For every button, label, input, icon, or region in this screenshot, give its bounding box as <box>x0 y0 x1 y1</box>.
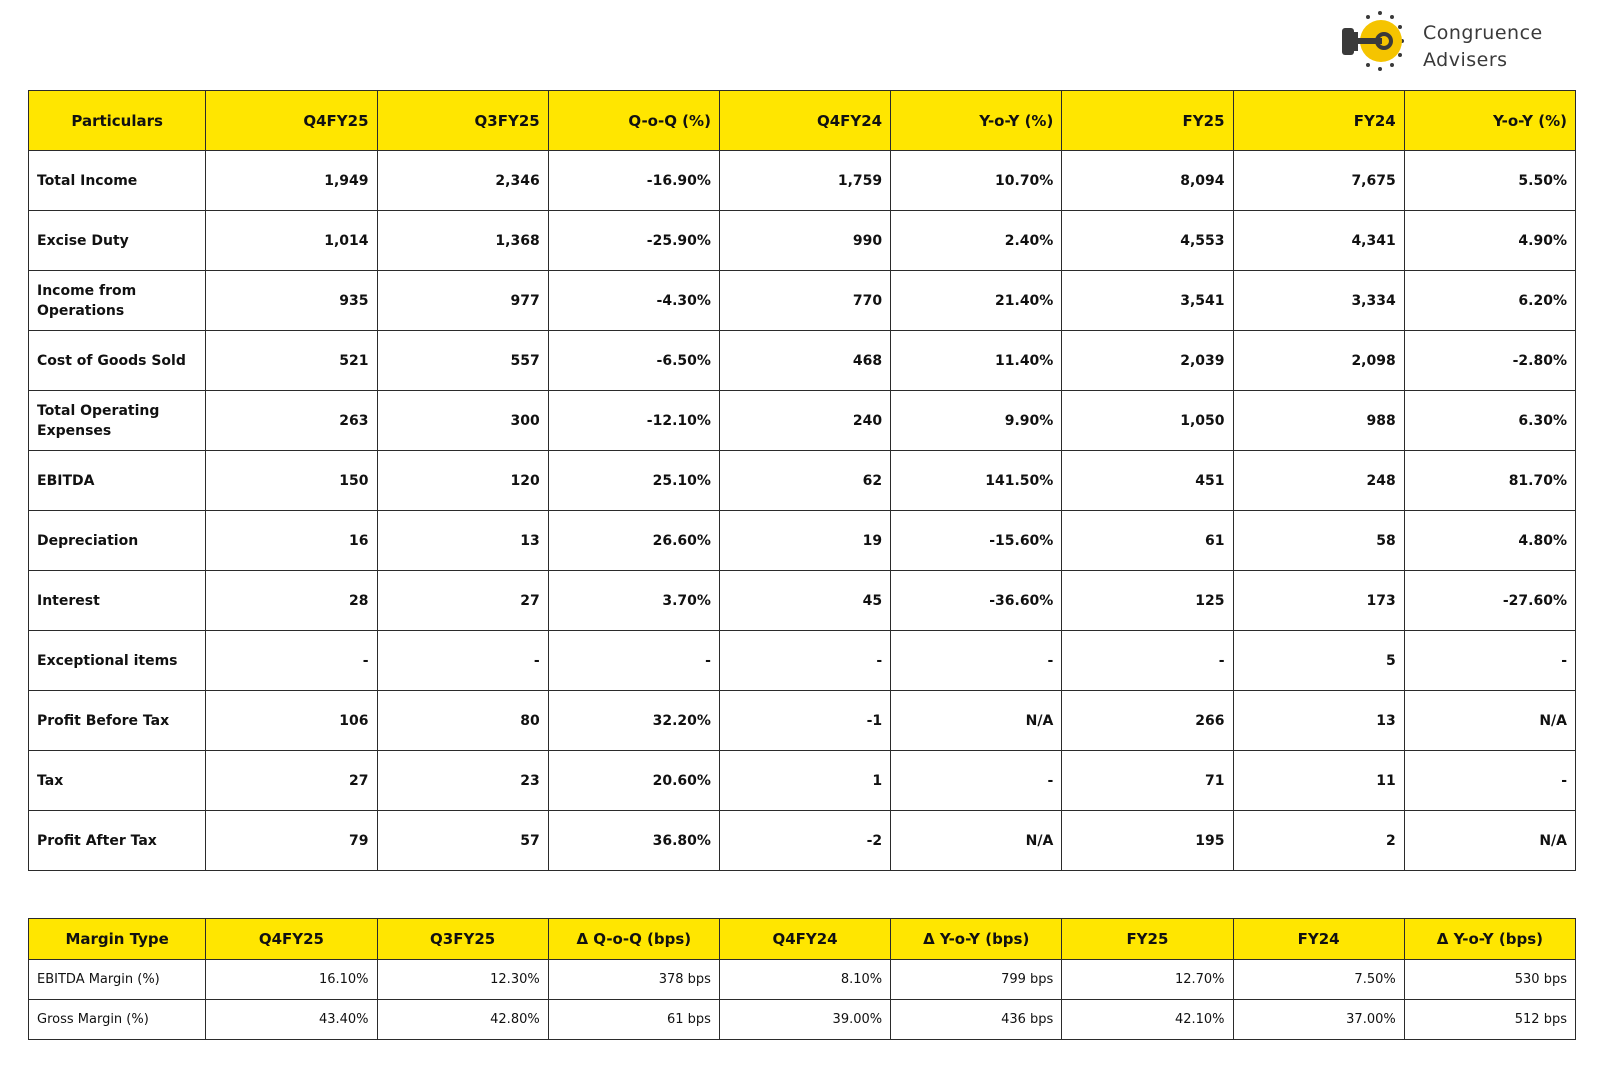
table-cell: 977 <box>377 271 548 331</box>
table-cell: 57 <box>377 811 548 871</box>
financial-results-table <box>28 90 1576 871</box>
row-label: Exceptional items <box>29 631 206 691</box>
table-cell: 37.00% <box>1233 1000 1404 1040</box>
header-cell: Q-o-Q (%) <box>548 91 719 151</box>
table-cell: 28 <box>206 571 377 631</box>
row-label: Total Income <box>29 151 206 211</box>
table-cell: 106 <box>206 691 377 751</box>
table-cell: N/A <box>891 811 1062 871</box>
table-cell: 45 <box>719 571 890 631</box>
table-row <box>29 451 1576 511</box>
table-row <box>29 1000 1576 1040</box>
table-row <box>29 511 1576 571</box>
table-cell: 248 <box>1233 451 1404 511</box>
table-cell: 36.80% <box>548 811 719 871</box>
table-cell: 1,759 <box>719 151 890 211</box>
table-cell: 557 <box>377 331 548 391</box>
table-cell: 21.40% <box>891 271 1062 331</box>
table-row <box>29 331 1576 391</box>
table-cell: -25.90% <box>548 211 719 271</box>
header-cell: FY25 <box>1062 919 1233 960</box>
table-cell: - <box>1062 631 1233 691</box>
table-cell: 12.70% <box>1062 960 1233 1000</box>
table-cell: 173 <box>1233 571 1404 631</box>
table-cell: 120 <box>377 451 548 511</box>
table-cell: 2,346 <box>377 151 548 211</box>
table-cell: 141.50% <box>891 451 1062 511</box>
table-cell: N/A <box>891 691 1062 751</box>
table-header-row <box>29 919 1576 960</box>
row-label: Income from Operations <box>29 271 206 331</box>
table-row <box>29 751 1576 811</box>
header-cell: Q4FY24 <box>719 919 890 960</box>
company-logo <box>1340 10 1580 76</box>
margin-table <box>28 918 1576 1040</box>
table-cell: N/A <box>1404 691 1575 751</box>
table-cell: 4.90% <box>1404 211 1575 271</box>
table-cell: - <box>377 631 548 691</box>
table-cell: 521 <box>206 331 377 391</box>
table-cell: 1,014 <box>206 211 377 271</box>
row-label: Interest <box>29 571 206 631</box>
table-cell: 2 <box>1233 811 1404 871</box>
header-cell: Particulars <box>29 91 206 151</box>
table-cell: 935 <box>206 271 377 331</box>
row-label: Gross Margin (%) <box>29 1000 206 1040</box>
table-cell: 1,050 <box>1062 391 1233 451</box>
table-cell: - <box>891 631 1062 691</box>
table-cell: -1 <box>719 691 890 751</box>
table-cell: 2.40% <box>891 211 1062 271</box>
row-label: Total Operating Expenses <box>29 391 206 451</box>
table-cell: 8.10% <box>719 960 890 1000</box>
table-cell: 42.80% <box>377 1000 548 1040</box>
table-header-row <box>29 91 1576 151</box>
table-row <box>29 811 1576 871</box>
header-cell: Δ Y-o-Y (bps) <box>1404 919 1575 960</box>
table-cell: - <box>719 631 890 691</box>
table-cell: 23 <box>377 751 548 811</box>
table-cell: 79 <box>206 811 377 871</box>
table-cell: - <box>548 631 719 691</box>
table-cell: 81.70% <box>1404 451 1575 511</box>
table-cell: 9.90% <box>891 391 1062 451</box>
table-cell: - <box>1404 751 1575 811</box>
table-row <box>29 151 1576 211</box>
table-cell: 3.70% <box>548 571 719 631</box>
row-label: Profit After Tax <box>29 811 206 871</box>
table-cell: 512 bps <box>1404 1000 1575 1040</box>
table-cell: 19 <box>719 511 890 571</box>
logo-line-2: Advisers <box>1423 49 1508 71</box>
table-cell: 2,039 <box>1062 331 1233 391</box>
table-cell: 2,098 <box>1233 331 1404 391</box>
header-cell: Δ Q-o-Q (bps) <box>548 919 719 960</box>
table-cell: 988 <box>1233 391 1404 451</box>
table-cell: 42.10% <box>1062 1000 1233 1040</box>
table-cell: 530 bps <box>1404 960 1575 1000</box>
table-cell: 61 <box>1062 511 1233 571</box>
row-label: Cost of Goods Sold <box>29 331 206 391</box>
table-cell: 8,094 <box>1062 151 1233 211</box>
row-label: Excise Duty <box>29 211 206 271</box>
table-cell: -4.30% <box>548 271 719 331</box>
table-cell: 32.20% <box>548 691 719 751</box>
table-cell: -27.60% <box>1404 571 1575 631</box>
table-cell: 378 bps <box>548 960 719 1000</box>
table-row <box>29 691 1576 751</box>
row-label: Depreciation <box>29 511 206 571</box>
header-cell: FY24 <box>1233 919 1404 960</box>
table-cell: 150 <box>206 451 377 511</box>
table-cell: 71 <box>1062 751 1233 811</box>
table-cell: 4.80% <box>1404 511 1575 571</box>
table-cell: N/A <box>1404 811 1575 871</box>
table-cell: 3,334 <box>1233 271 1404 331</box>
header-cell: Q4FY24 <box>719 91 890 151</box>
table-cell: 770 <box>719 271 890 331</box>
table-cell: 62 <box>719 451 890 511</box>
row-label: EBITDA Margin (%) <box>29 960 206 1000</box>
table-row <box>29 960 1576 1000</box>
header-cell: Q3FY25 <box>377 919 548 960</box>
header-cell: Y-o-Y (%) <box>1404 91 1575 151</box>
table-cell: 4,341 <box>1233 211 1404 271</box>
table-cell: 1 <box>719 751 890 811</box>
table-cell: 263 <box>206 391 377 451</box>
key-sun-icon <box>1340 10 1420 76</box>
table-cell: 1,368 <box>377 211 548 271</box>
header-cell: Q3FY25 <box>377 91 548 151</box>
table-cell: -12.10% <box>548 391 719 451</box>
table-row <box>29 391 1576 451</box>
table-cell: 990 <box>719 211 890 271</box>
table-row <box>29 571 1576 631</box>
table-cell: 7.50% <box>1233 960 1404 1000</box>
table-cell: 799 bps <box>891 960 1062 1000</box>
header-cell: FY24 <box>1233 91 1404 151</box>
table-cell: 240 <box>719 391 890 451</box>
table-cell: 13 <box>1233 691 1404 751</box>
table-cell: 300 <box>377 391 548 451</box>
table-cell: 10.70% <box>891 151 1062 211</box>
table-cell: 43.40% <box>206 1000 377 1040</box>
row-label: Profit Before Tax <box>29 691 206 751</box>
table-cell: 125 <box>1062 571 1233 631</box>
table-cell: 27 <box>377 571 548 631</box>
table-cell: 266 <box>1062 691 1233 751</box>
header-cell: Q4FY25 <box>206 919 377 960</box>
table-cell: 39.00% <box>719 1000 890 1040</box>
table-cell: -2.80% <box>1404 331 1575 391</box>
table-cell: - <box>1404 631 1575 691</box>
table-cell: 436 bps <box>891 1000 1062 1040</box>
table-row <box>29 271 1576 331</box>
table-cell: 20.60% <box>548 751 719 811</box>
header-cell: FY25 <box>1062 91 1233 151</box>
table-cell: 5 <box>1233 631 1404 691</box>
header-cell: Margin Type <box>29 919 206 960</box>
table-cell: 80 <box>377 691 548 751</box>
table-cell: 5.50% <box>1404 151 1575 211</box>
table-cell: 468 <box>719 331 890 391</box>
table-cell: - <box>206 631 377 691</box>
table-cell: 26.60% <box>548 511 719 571</box>
table-cell: 6.20% <box>1404 271 1575 331</box>
table-cell: -6.50% <box>548 331 719 391</box>
header-cell: Δ Y-o-Y (bps) <box>891 919 1062 960</box>
table-cell: -16.90% <box>548 151 719 211</box>
table-cell: 61 bps <box>548 1000 719 1040</box>
table-cell: 13 <box>377 511 548 571</box>
table-cell: - <box>891 751 1062 811</box>
table-cell: 4,553 <box>1062 211 1233 271</box>
table-cell: -36.60% <box>891 571 1062 631</box>
table-cell: 7,675 <box>1233 151 1404 211</box>
table-cell: 195 <box>1062 811 1233 871</box>
row-label: Tax <box>29 751 206 811</box>
header-cell: Y-o-Y (%) <box>891 91 1062 151</box>
logo-line-1: Congruence <box>1423 22 1543 44</box>
table-cell: 58 <box>1233 511 1404 571</box>
header-cell: Q4FY25 <box>206 91 377 151</box>
table-cell: 451 <box>1062 451 1233 511</box>
row-label: EBITDA <box>29 451 206 511</box>
table-cell: 16 <box>206 511 377 571</box>
table-cell: 25.10% <box>548 451 719 511</box>
table-cell: 3,541 <box>1062 271 1233 331</box>
table-cell: -15.60% <box>891 511 1062 571</box>
table-cell: 12.30% <box>377 960 548 1000</box>
table-cell: 6.30% <box>1404 391 1575 451</box>
table-cell: 11 <box>1233 751 1404 811</box>
table-cell: -2 <box>719 811 890 871</box>
table-cell: 1,949 <box>206 151 377 211</box>
table-row <box>29 631 1576 691</box>
table-row <box>29 211 1576 271</box>
table-cell: 27 <box>206 751 377 811</box>
table-cell: 11.40% <box>891 331 1062 391</box>
table-cell: 16.10% <box>206 960 377 1000</box>
